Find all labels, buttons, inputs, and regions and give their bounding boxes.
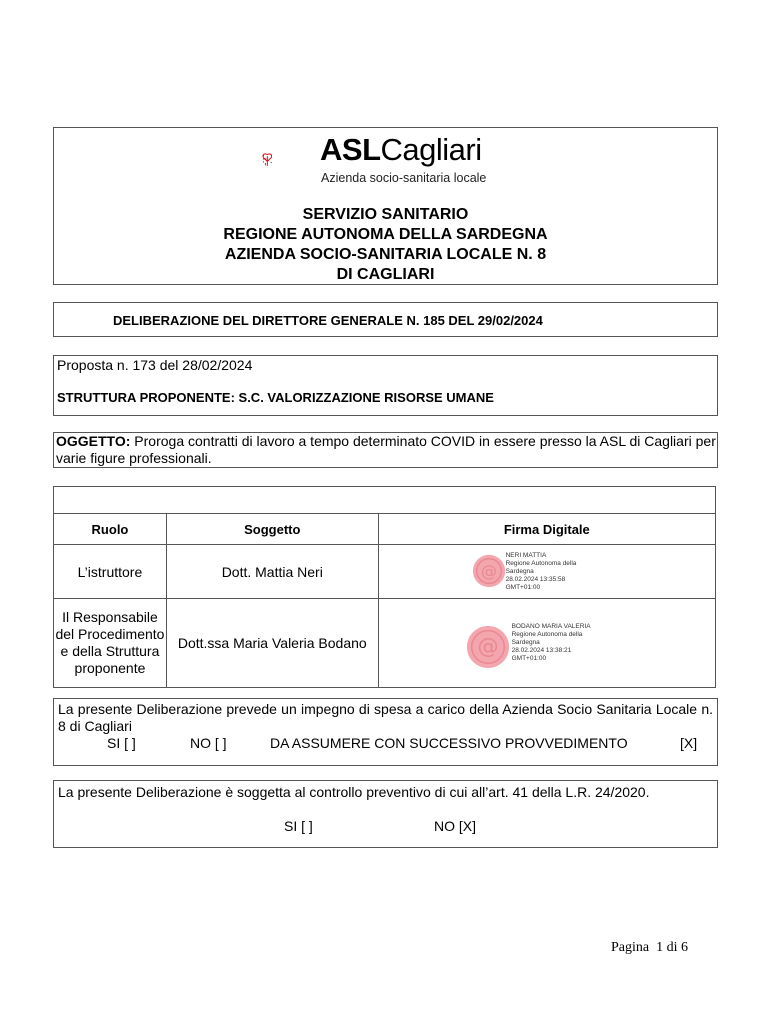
oggetto-text: OGGETTO: Proroga contratti di lavoro a tempo determinato COVID in essere presso la ASL di Cagliari per varie figure professionali.: [56, 433, 716, 466]
ruolo-istruttore: L’istruttore: [54, 545, 167, 599]
firma-bodano-text: BODANO MARIA VALERIA Regione Autonoma della Sardegna 28.02.2024 13:38:21 GMT+01:00: [511, 623, 591, 662]
table-title-row: [53, 486, 716, 514]
controllo-no: NO [X]: [434, 818, 477, 834]
spesa-no: NO [ ]: [190, 735, 227, 751]
svg-text:@: @: [477, 633, 499, 659]
spesa-si: SI [ ]: [107, 735, 136, 751]
struttura-proponente: STRUTTURA PROPONENTE: S.C. VALORIZZAZIONE RISORSE UMANE: [57, 390, 494, 405]
digital-signature-seal-icon: [463, 623, 513, 671]
deliberazione-title: DELIBERAZIONE DEL DIRETTORE GENERALE N. 185 DEL 29/02/2024: [113, 313, 543, 328]
controllo-text: La presente Deliberazione è soggetta al controllo preventivo di cui all’art. 41 della L.R. 24/2020.: [58, 784, 650, 800]
spesa-assumere-mark: [X]: [680, 735, 698, 751]
logo-subtitle: Azienda socio-sanitaria locale: [321, 171, 487, 185]
spesa-assumere: DA ASSUMERE CON SUCCESSIVO PROVVEDIMENTO: [270, 735, 628, 751]
header-line-1: SERVIZIO SANITARIO: [302, 206, 469, 223]
header-firma: Firma Digitale: [378, 514, 715, 545]
page-number: Pagina 1 di 6: [611, 940, 688, 955]
signature-table: [53, 513, 716, 688]
header-line-4: DI CAGLIARI: [336, 266, 435, 283]
ruolo-responsabile: Il Responsabile del Procedimento e della Struttura proponente: [54, 599, 167, 688]
digital-signature-seal-icon: [469, 552, 509, 590]
logo-name: ASLCagliari: [320, 132, 482, 167]
header-ruolo: Ruolo: [54, 514, 167, 545]
header-line-3: AZIENDA SOCIO-SANITARIA LOCALE N. 8: [224, 246, 547, 263]
firma-neri-text: NERI MATTIA Regione Autonoma della Sardegna 28.02.2024 13:35:58 GMT+01:00: [505, 552, 577, 591]
soggetto-bodano: Dott.ssa Maria Valeria Bodano: [166, 599, 378, 688]
svg-text:@: @: [480, 561, 497, 581]
header-line-2: REGIONE AUTONOMA DELLA SARDEGNA: [223, 226, 548, 243]
firma-bodano: [378, 599, 715, 688]
soggetto-neri: Dott. Mattia Neri: [166, 545, 378, 599]
asl-logo-icon: [262, 132, 320, 188]
firma-neri: [378, 545, 715, 599]
proposta-text: Proposta n. 173 del 28/02/2024: [57, 357, 253, 373]
spesa-text: La presente Deliberazione prevede un impegno di spesa a carico della Azienda Socio Sanitaria Locale n. 8 di Cagliari: [58, 701, 713, 734]
controllo-si: SI [ ]: [284, 818, 313, 834]
header-soggetto: Soggetto: [166, 514, 378, 545]
